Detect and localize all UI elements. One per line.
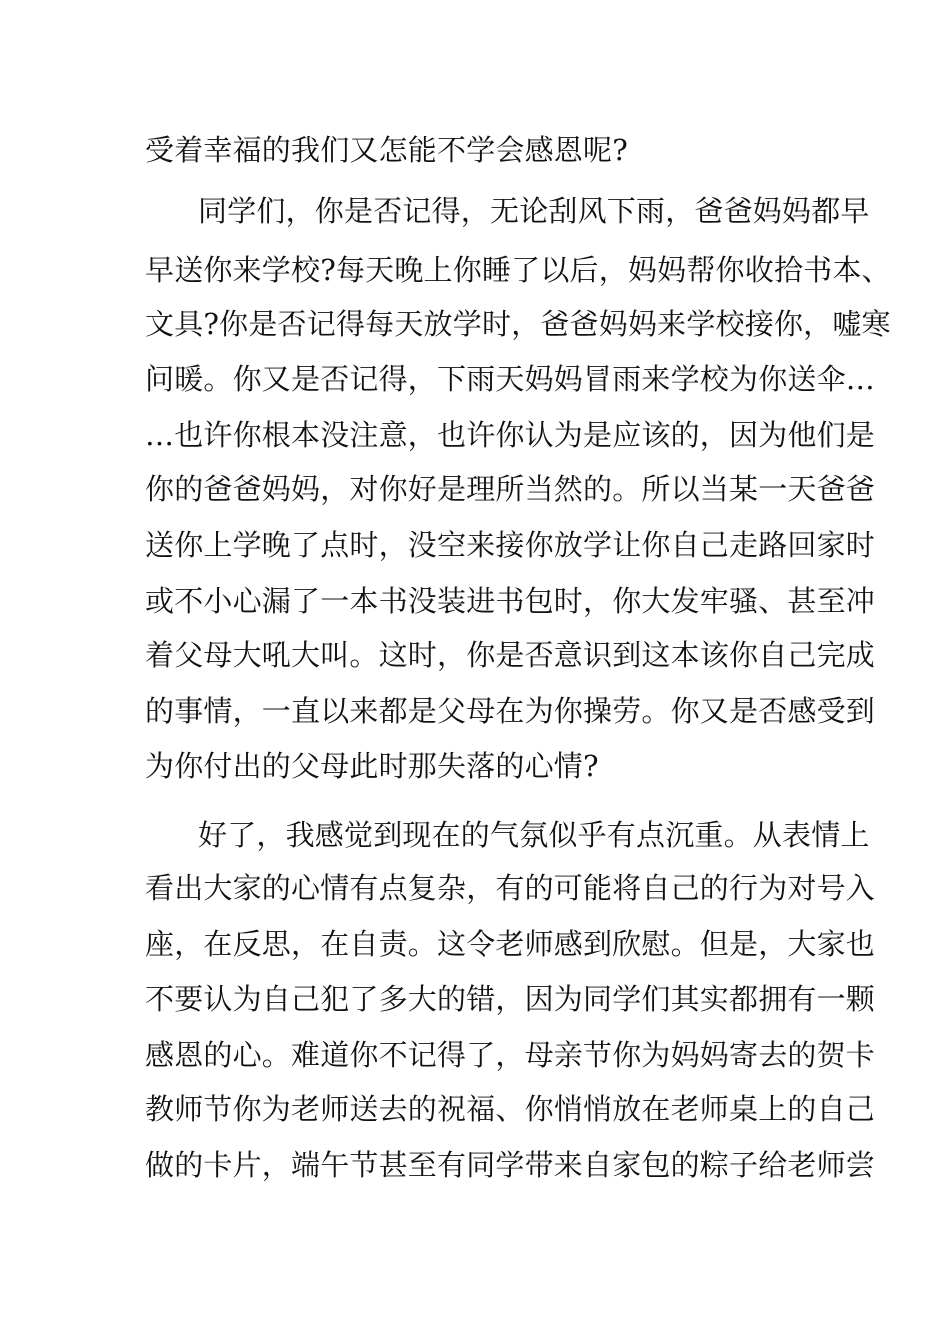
text-line-11: 的事情，一直以来都是父母在为你操劳。你又是否感受到 [145, 694, 876, 728]
text-line-6: …也许你根本没注意，也许你认为是应该的，因为他们是 [145, 418, 876, 452]
text-line-1: 受着幸福的我们又怎能不学会感恩呢? [145, 133, 628, 167]
text-line-4: 文具?你是否记得每天放学时，爸爸妈妈来学校接你，嘘寒 [145, 307, 891, 341]
text-line-19: 做的卡片，端午节甚至有同学带来自家包的粽子给老师尝 [145, 1148, 876, 1182]
text-line-16: 不要认为自己犯了多大的错，因为同学们其实都拥有一颗 [145, 982, 876, 1016]
text-line-15: 座，在反思，在自责。这令老师感到欣慰。但是，大家也 [145, 927, 876, 961]
text-line-8: 送你上学晚了点时，没空来接你放学让你自己走路回家时 [145, 528, 876, 562]
text-line-2: 同学们，你是否记得，无论刮风下雨，爸爸妈妈都早 [198, 194, 870, 228]
text-line-9: 或不小心漏了一本书没装进书包时，你大发牢骚、甚至冲 [145, 584, 876, 618]
text-line-18: 教师节你为老师送去的祝福、你悄悄放在老师桌上的自己 [145, 1092, 876, 1126]
text-line-12: 为你付出的父母此时那失落的心情? [145, 749, 599, 783]
text-line-14: 看出大家的心情有点复杂，有的可能将自己的行为对号入 [145, 871, 876, 905]
text-line-3: 早送你来学校?每天晚上你睡了以后，妈妈帮你收拾书本、 [145, 253, 891, 287]
text-line-7: 你的爸爸妈妈，对你好是理所当然的。所以当某一天爸爸 [145, 472, 876, 506]
text-line-13: 好了，我感觉到现在的气氛似乎有点沉重。从表情上 [198, 818, 870, 852]
text-line-5: 问暖。你又是否记得，下雨天妈妈冒雨来学校为你送伞… [145, 362, 876, 396]
text-line-10: 着父母大吼大叫。这时，你是否意识到这本该你自己完成 [145, 638, 876, 672]
text-line-17: 感恩的心。难道你不记得了，母亲节你为妈妈寄去的贺卡 [145, 1038, 876, 1072]
